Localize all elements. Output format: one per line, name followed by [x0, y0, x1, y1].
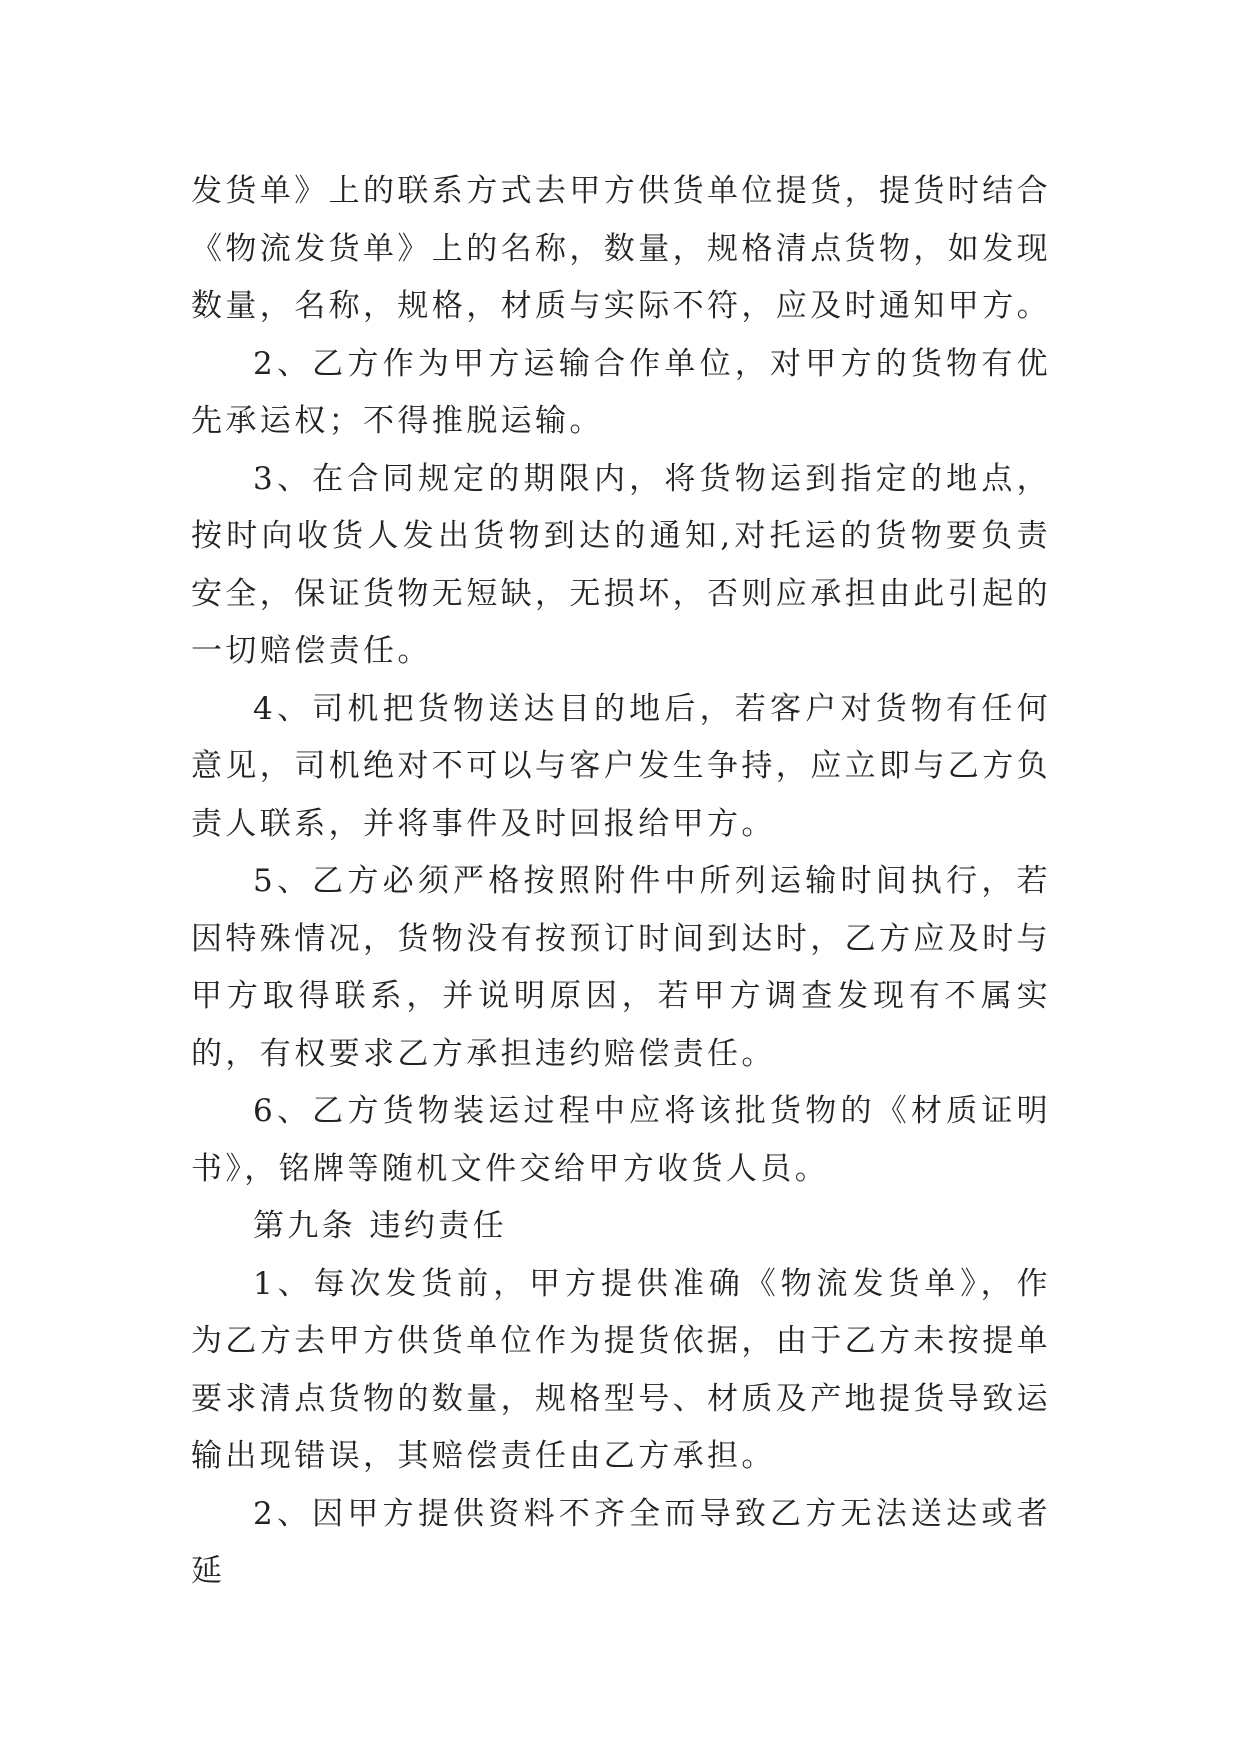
clause-3-delivery-safety: 3、在合同规定的期限内，将货物运到指定的地点，按时向收货人发出货物到达的通知,对托运的货物要负责安全，保证货物无短缺，无损坏，否则应承担由此引起的一切赔偿责任。	[191, 460, 1051, 669]
paragraph-continuation: 发货单》上的联系方式去甲方供货单位提货，提货时结合《物流发货单》上的名称，数量，规格清点货物，如发现数量，名称，规格，材质与实际不符，应及时通知甲方。	[191, 173, 1051, 324]
document-body	[191, 163, 1051, 1601]
article-9-clause-2: 2、因甲方提供资料不齐全而导致乙方无法送达或者延	[191, 1495, 1051, 1589]
clause-5-transport-time: 5、乙方必须严格按照附件中所列运输时间执行，若因特殊情况，货物没有按预订时间到达时，乙方应及时与甲方取得联系，并说明原因，若甲方调查发现有不属实的，有权要求乙方承担违约赔偿责任。	[191, 863, 1051, 1072]
clause-6-material-certificate: 6、乙方货物装运过程中应将该批货物的《材质证明书》，铭牌等随机文件交给甲方收货人员。	[191, 1093, 1051, 1187]
clause-4-driver-conduct: 4、司机把货物送达目的地后，若客户对货物有任何意见，司机绝对不可以与客户发生争持，应立即与乙方负责人联系，并将事件及时回报给甲方。	[191, 690, 1051, 842]
clause-2-priority-carriage: 2、乙方作为甲方运输合作单位，对甲方的货物有优先承运权；不得推脱运输。	[191, 345, 1051, 439]
article-9-clause-1: 1、每次发货前，甲方提供准确《物流发货单》，作为乙方去甲方供货单位作为提货依据，由于乙方未按提单要求清点货物的数量，规格型号、材质及产地提货导致运输出现错误，其赔偿责任由乙方承担。	[191, 1265, 1051, 1474]
article-9-heading: 第九条 违约责任	[253, 1208, 508, 1244]
